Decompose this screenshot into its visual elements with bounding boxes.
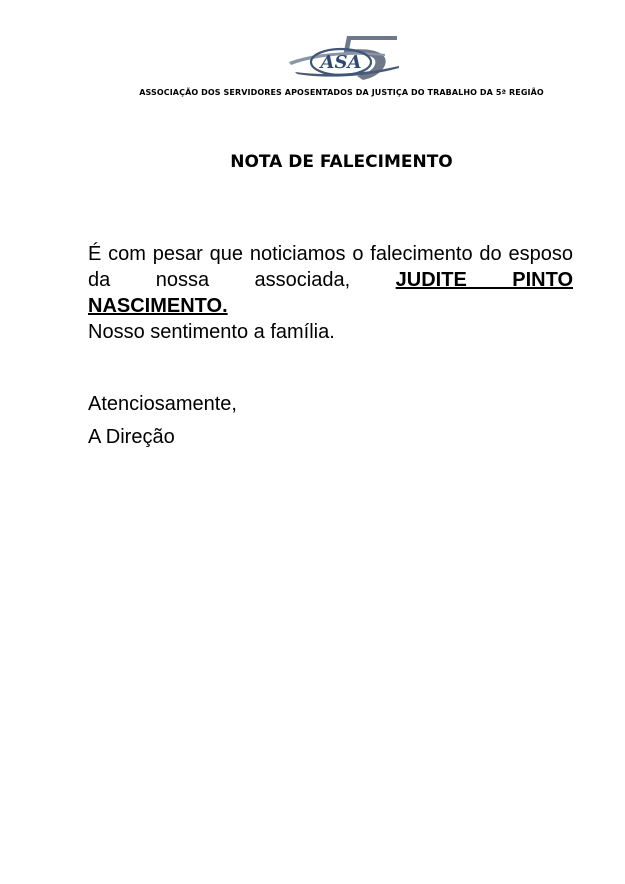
body-paragraph-end: [88, 293, 573, 319]
associate-name-part2: NASCIMENTO.: [88, 295, 228, 317]
organization-name: ASSOCIAÇÃO DOS SERVIDORES APOSENTADOS DA JUSTIÇA DO TRABALHO DA 5ª REGIÃO: [139, 88, 544, 97]
asa-logo: [285, 32, 405, 84]
logo-text: ASA: [320, 52, 362, 73]
associate-name-part1: JUDITE PINTO: [395, 269, 574, 291]
sentiment-text: Nosso sentimento a família.: [88, 321, 335, 343]
signature-text: A Direção: [88, 426, 175, 448]
page-title: NOTA DE FALECIMENTO: [230, 152, 453, 172]
body-paragraph: [88, 241, 573, 293]
greeting-text: Atenciosamente,: [88, 393, 237, 415]
body-intro: É com pesar que noticiamos o falecimento do esposo da nossa associada,: [88, 243, 573, 291]
